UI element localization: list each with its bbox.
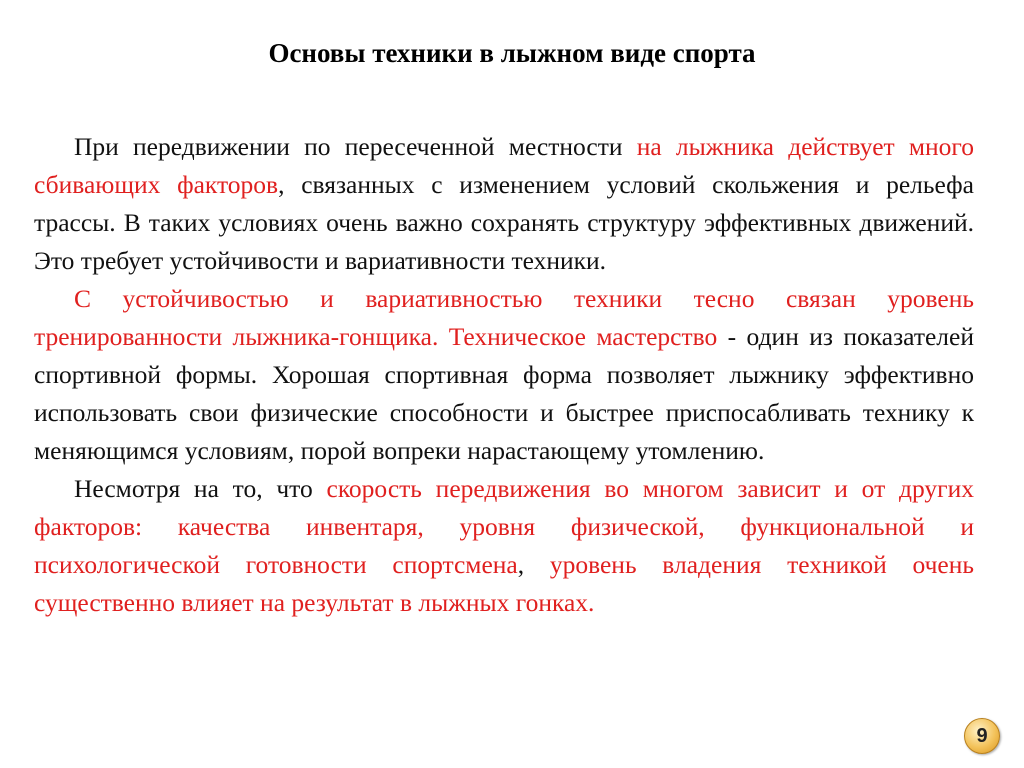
paragraph-3 (34, 470, 974, 622)
page-number-badge (964, 718, 1000, 754)
text-span: , связанных с изменением условий скольжения и рельефа трассы. В таких условиях очень важно сохранять структуру эффективных движений. Это требует устойчивости и вариативности техники. (34, 170, 974, 275)
text-span: - один из показателей спортивной формы. Хорошая спортивная форма позволяет лыжнику эффективно использовать свои физические способности и быстрее приспосабливать технику к меняющимся условиям, порой вопреки нарастающему утомлению. (34, 322, 974, 465)
body-text (34, 128, 974, 622)
slide-title: Основы техники в лыжном виде спорта (268, 38, 756, 68)
text-span: При передвижении по пересеченной местности (74, 132, 637, 161)
paragraph-2 (34, 280, 974, 470)
text-span: , (517, 550, 550, 579)
highlight-span: уровень владения техникой очень существенно влияет на результат в лыжных гонках. (34, 550, 974, 617)
highlight-span: скорость передвижения во многом зависит и от других факторов: качества инвентаря, уровня физической, функциональной и психологической готовности спортсмена (34, 474, 974, 579)
page-number: 9 (976, 724, 988, 747)
text-span: Несмотря на то, что (74, 474, 327, 503)
highlight-span: С устойчивостью и вариативностью техники тесно связан уровень тренированности лыжника-гонщика. Техническое мастерство (34, 284, 974, 351)
highlight-span: на лыжника действует много сбивающих факторов (34, 132, 974, 199)
paragraph-1 (34, 128, 974, 280)
